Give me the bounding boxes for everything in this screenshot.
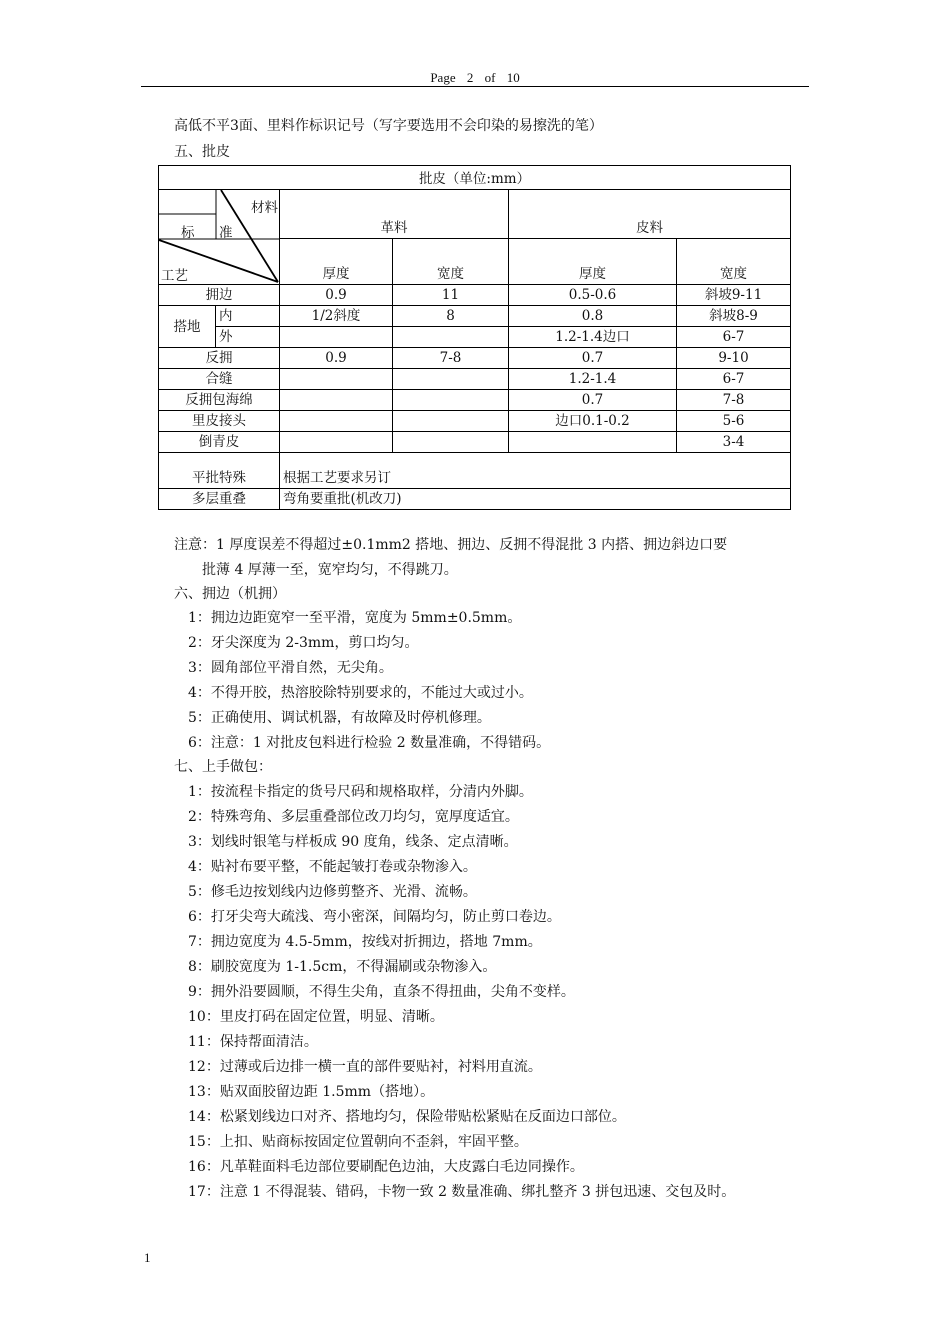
table-caption: 批皮（单位:mm） — [159, 166, 791, 190]
special-label: 平批特殊 — [159, 453, 280, 489]
table-row-special — [159, 453, 791, 489]
list-item: 2：特殊弯角、多层重叠部位改刀均匀，宽厚度适宜。 — [188, 809, 519, 825]
header-width-2: 宽度 — [677, 239, 791, 285]
table-row-multilayer — [159, 489, 791, 510]
list-item: 10：里皮打码在固定位置，明显、清晰。 — [188, 1009, 444, 1025]
header-leather-group: 革料 — [280, 190, 509, 239]
list-item: 16：凡革鞋面料毛边部位要刷配色边油，大皮露白毛边同操作。 — [188, 1159, 584, 1175]
intro-line: 高低不平3面、里料作标识记号（写字要选用不会印染的易擦洗的笔） — [174, 118, 603, 134]
list-item: 1：拥边边距宽窄一至平滑，宽度为 5mm±0.5mm。 — [188, 610, 522, 626]
multilayer-text: 弯角要重批(机改刀) — [280, 489, 791, 510]
list-item: 5：修毛边按划线内边修剪整齐、光滑、流畅。 — [188, 884, 477, 900]
header-thickness: 厚度 — [280, 239, 393, 285]
note-line-2: 批薄 4 厚薄一至，宽窄均匀，不得跳刀。 — [202, 562, 458, 578]
list-item: 17：注意 1 不得混装、错码，卡物一致 2 数量准确、绑扎整齐 3 拼包迅速、交包及时。 — [188, 1184, 736, 1200]
page-word: Page — [430, 70, 456, 85]
diag-material-label: 材料 — [251, 200, 278, 216]
list-item: 1：按流程卡指定的货号尺码和规格取样，分清内外脚。 — [188, 784, 533, 800]
diagonal-header-cell — [159, 190, 280, 285]
list-item: 6：打牙尖弯大疏浅、弯小密深，间隔均匀，防止剪口卷边。 — [188, 909, 561, 925]
footer-number: 1 — [144, 1250, 151, 1265]
header-hide-group: 皮料 — [509, 190, 791, 239]
table-row: 外 1.2-1.4边口 6-7 — [159, 327, 791, 348]
list-item: 13：贴双面胶留边距 1.5mm（搭地）。 — [188, 1084, 435, 1100]
table-row: 倒青皮 3-4 — [159, 432, 791, 453]
list-item: 6：注意：1 对批皮包料进行检验 2 数量准确，不得错码。 — [188, 735, 551, 751]
table-row: 合缝 1.2-1.4 6-7 — [159, 369, 791, 390]
list-item: 3：划线时银笔与样板成 90 度角，线条、定点清晰。 — [188, 834, 518, 850]
diag-standard-label-a: 标 — [181, 225, 195, 241]
list-item: 11：保持帮面清洁。 — [188, 1034, 318, 1050]
section5-title: 五、批皮 — [174, 144, 230, 160]
list-item: 14：松紧划线边口对齐、搭地均匀，保险带贴松紧贴在反面边口部位。 — [188, 1109, 626, 1125]
note-line-1: 注意：1 厚度误差不得超过±0.1mm2 搭地、拥边、反拥不得混批 3 内搭、拥边斜边口要 — [174, 537, 728, 553]
list-item: 3：圆角部位平滑自然，无尖角。 — [188, 660, 393, 676]
special-text: 根据工艺要求另订 — [280, 453, 791, 489]
table-row: 里皮接头 边口0.1-0.2 5-6 — [159, 411, 791, 432]
page-total: 10 — [506, 70, 520, 85]
list-item: 4：贴衬布要平整，不能起皱打卷或杂物渗入。 — [188, 859, 477, 875]
list-item: 9：拥外沿要圆顺，不得生尖角，直条不得扭曲，尖角不变样。 — [188, 984, 575, 1000]
list-item: 2：牙尖深度为 2-3mm，剪口均匀。 — [188, 635, 419, 651]
section7-title: 七、上手做包： — [174, 759, 272, 775]
table-row: 反拥包海绵 0.7 7-8 — [159, 390, 791, 411]
page-number: 2 — [466, 70, 474, 85]
list-item: 7：拥边宽度为 4.5-5mm，按线对折拥边，搭地 7mm。 — [188, 934, 542, 950]
diag-standard-label-b: 准 — [219, 225, 233, 241]
table-row: 拥边 0.9 11 0.5-0.6 斜坡9-11 — [159, 285, 791, 306]
section6-title: 六、拥边（机拥） — [174, 586, 286, 602]
skiving-table — [158, 165, 791, 510]
table-row: 搭地 内 1/2斜度 8 0.8 斜坡8-9 — [159, 306, 791, 327]
list-item: 12：过薄或后边排一横一直的部件要贴衬，衬料用直流。 — [188, 1059, 542, 1075]
section7-list — [188, 780, 735, 1205]
diag-process-label: 工艺 — [161, 268, 188, 284]
page-header — [0, 70, 950, 86]
section6-list — [188, 606, 550, 756]
multilayer-label: 多层重叠 — [159, 489, 280, 510]
list-item: 8：刷胶宽度为 1-1.5cm，不得漏刷或杂物渗入。 — [188, 959, 497, 975]
header-rule — [141, 86, 809, 87]
header-thickness-2: 厚度 — [509, 239, 677, 285]
header-width: 宽度 — [393, 239, 509, 285]
list-item: 5：正确使用、调试机器，有故障及时停机修理。 — [188, 710, 491, 726]
list-item: 4：不得开胶，热溶胶除特别要求的，不能过大或过小。 — [188, 685, 533, 701]
table-row: 反拥 0.9 7-8 0.7 9-10 — [159, 348, 791, 369]
list-item: 15：上扣、贴商标按固定位置朝向不歪斜，牢固平整。 — [188, 1134, 528, 1150]
of-word: of — [484, 70, 496, 85]
